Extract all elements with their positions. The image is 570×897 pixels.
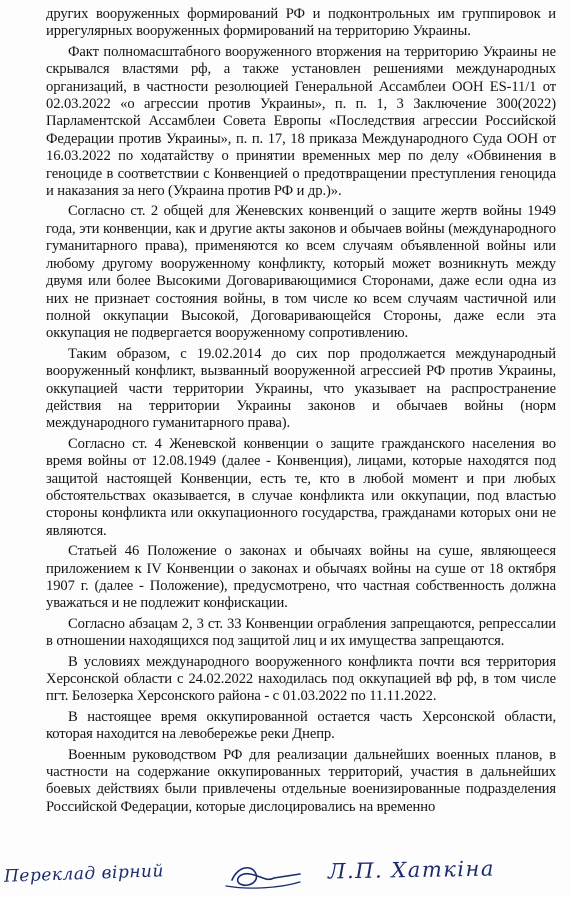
paragraph-5: Согласно ст. 4 Женевской конвенции о защите гражданского населения во время войны от 12.08.1949 (далее - Конвенция), лицами, которые находятся под защитой настоящей Конвенции, есть те, кто в любой момент и при любых обстоятельствах оказывается, в случае конфликта или оккупации, под властью стороны конфликта или оккупационного государства, гражданами которых они не являются. <box>46 435 556 539</box>
paragraph-1: других вооруженных формирований РФ и подконтрольных им группировок и иррегулярных вооруженных формирований на территорию Украины. <box>46 6 556 40</box>
paragraph-4: Таким образом, с 19.02.2014 до сих пор продолжается международный вооруженный конфликт, вызванный вооруженной агрессией РФ против Украины, оккупацией части территории Украины, что указывает на распространение действия на территории Украины законов и обычаев войны (норм международного гуманитарного права). <box>46 345 556 432</box>
handwritten-certification-label: Переклад вірний <box>3 861 165 887</box>
paragraph-9: В настоящее время оккупированной остается часть Херсонской области, которая находится на левобережье реки Днепр. <box>46 708 556 743</box>
paragraph-3: Согласно ст. 2 общей для Женевских конвенций о защите жертв войны 1949 года, эти конвенции, как и другие акты законов и обычаев войны (международного гуманитарного права), применяются ко всем случаям объявленной войны или любому другому вооруженному конфликту, который может возникнуть между двумя или более Высокими Договаривающимися Сторонами, даже если одна из них не признает состояния войны, в том числе ко всем случаям частичной или полной оккупации Высокой, Договаривающейся Стороны, даже если эта оккупация не подвергается вооруженному сопротивлению. <box>46 203 556 342</box>
handwritten-translator-name: Л.П. Хаткіна <box>327 856 496 884</box>
paragraph-6: Статьей 46 Положение о законах и обычаях войны на суше, являющееся приложением к IV Конвенции о законах и обычаях войны на суше от 18 октября 1907 г. (далее - Положение), предусмотрено, что частная собственность должна уважаться и не подлежит конфискации. <box>46 543 556 612</box>
translator-certification <box>0 852 570 897</box>
document-body <box>46 6 556 819</box>
paragraph-2: Факт полномасштабного вооруженного вторжения на территорию Украины не скрывался властями рф, а также установлен решениями международных организаций, в частности резолюцией Генеральной Ассамблеи ООН ES-11/1 от 02.03.2022 «о агрессии против Украины», п. п. 1, 3 Заключение 300(2022) Парламентской Ассамблеи Совета Европы «Последствия агрессии Российской Федерации против Украины», п. п. 17, 18 приказа Международного Суда ООН от 16.03.2022 по ходатайству о принятии временных мер по делу «Обвинения в геноциде в соответствии с Конвенцией о предотвращении преступления геноцида и наказания за него (Украина против РФ и др.)». <box>46 43 556 200</box>
paragraph-10: Военным руководством РФ для реализации дальнейших военных планов, в частности на содержание оккупированных территорий, участия в дальнейших боевых действиях были привлечены отдельные военизированные подразделения Российской Федерации, которые дислоцировались на временно <box>46 746 556 815</box>
paragraph-7: Согласно абзацам 2, 3 ст. 33 Конвенции ограбления запрещаются, репрессалии в отношении находящихся под защитой лиц и их имущества запрещаются. <box>46 615 556 650</box>
paragraph-8: В условиях международного вооруженного конфликта почти вся территория Херсонской области с 24.02.2022 находилась под оккупацией вф рф, в том числе пгт. Белозерка Херсонского района - с 01.03.2022 по 11.11.2022. <box>46 653 556 705</box>
